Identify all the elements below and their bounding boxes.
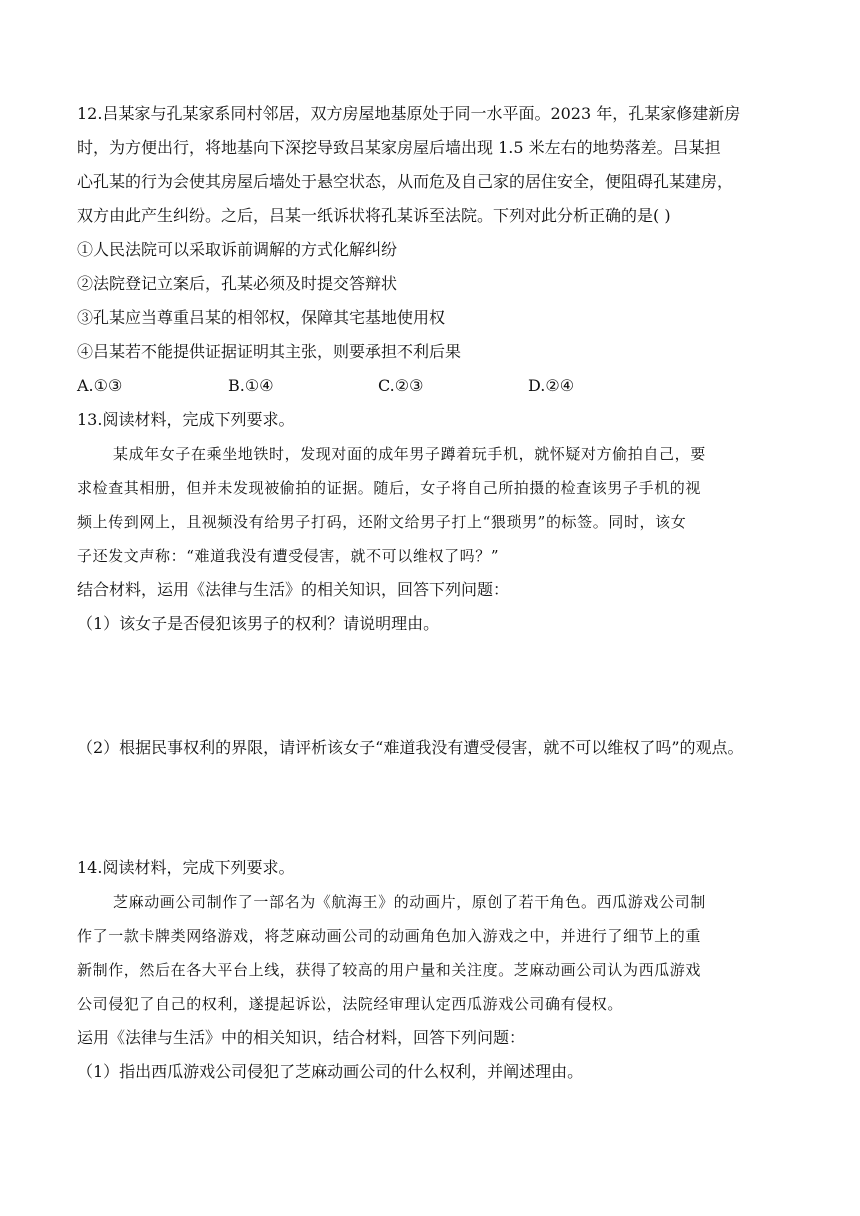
q13-intro: 13.阅读材料，完成下列要求。 [77, 410, 295, 429]
q14-intro: 14.阅读材料，完成下列要求。 [77, 858, 295, 877]
q12-stem-line-1: 12.吕某家与孔某家系同村邻居，双方房屋地基原处于同一水平面。2023 年，孔某家修建新房 [77, 104, 741, 123]
q12-statement-1: ①人民法院可以采取诉前调解的方式化解纠纷 [77, 240, 398, 259]
q13-material-line-3: 频上传到网上，且视频没有给男子打码，还附文给男子打上“猥琐男”的标签。同时，该女 [77, 513, 687, 531]
q14-material-line-2: 作了一款卡牌类网络游戏，将芝麻动画公司的动画角色加入游戏之中，并进行了细节上的重 [77, 927, 702, 945]
q13-material-line-4: 子还发文声称：“难道我没有遭受侵害，就不可以维权了吗？” [77, 547, 500, 565]
q14-material-line-3: 新制作，然后在各大平台上线，获得了较高的用户量和关注度。芝麻动画公司认为西瓜游戏 [77, 961, 702, 979]
q13-task: 结合材料，运用《法律与生活》的相关知识，回答下列问题： [77, 580, 510, 599]
q12-option-d: D.②④ [528, 376, 575, 395]
q12-option-a: A.①③ [77, 376, 123, 395]
q12-statement-4: ④吕某若不能提供证据证明其主张，则要承担不利后果 [77, 342, 462, 361]
q14-material-line-4: 公司侵犯了自己的权利，遂提起诉讼，法院经审理认定西瓜游戏公司确有侵权。 [77, 995, 624, 1013]
q12-stem-line-2: 时，为方便出行，将地基向下深挖导致吕某家房屋后墙出现 1.5 米左右的地势落差。吕某担 [77, 138, 721, 157]
q14-task: 运用《法律与生活》中的相关知识，结合材料，回答下列问题： [77, 1028, 526, 1047]
q12-stem-line-4: 双方由此产生纠纷。之后，吕某一纸诉状将孔某诉至法院。下列对此分析正确的是( ) [77, 206, 671, 225]
q13-material-line-1: 某成年女子在乘坐地铁时，发现对面的成年男子蹲着玩手机，就怀疑对方偷拍自己，要 [113, 445, 706, 463]
q13-subquestion-2: （2）根据民事权利的界限，请评析该女子“难道我没有遭受侵害，就不可以维权了吗”的观点。 [77, 738, 744, 757]
q12-option-b: B.①④ [228, 376, 274, 395]
q12-option-c: C.②③ [378, 376, 424, 395]
q12-stem-line-3: 心孔某的行为会使其房屋后墙处于悬空状态，从而危及自己家的居住安全，便阻碍孔某建房， [77, 172, 734, 191]
q12-statement-2: ②法院登记立案后，孔某必须及时提交答辩状 [77, 274, 398, 293]
q14-material-line-1: 芝麻动画公司制作了一部名为《航海王》的动画片，原创了若干角色。西瓜游戏公司制 [113, 893, 706, 911]
q12-statement-3: ③孔某应当尊重吕某的相邻权，保障其宅基地使用权 [77, 308, 446, 327]
q13-subquestion-1: （1）该女子是否侵犯该男子的权利？请说明理由。 [77, 614, 440, 633]
q13-material-line-2: 求检查其相册，但并未发现被偷拍的证据。随后，女子将自己所拍摄的检查该男子手机的视 [77, 479, 702, 497]
q14-subquestion-1: （1）指出西瓜游戏公司侵犯了芝麻动画公司的什么权利，并阐述理由。 [77, 1062, 584, 1081]
